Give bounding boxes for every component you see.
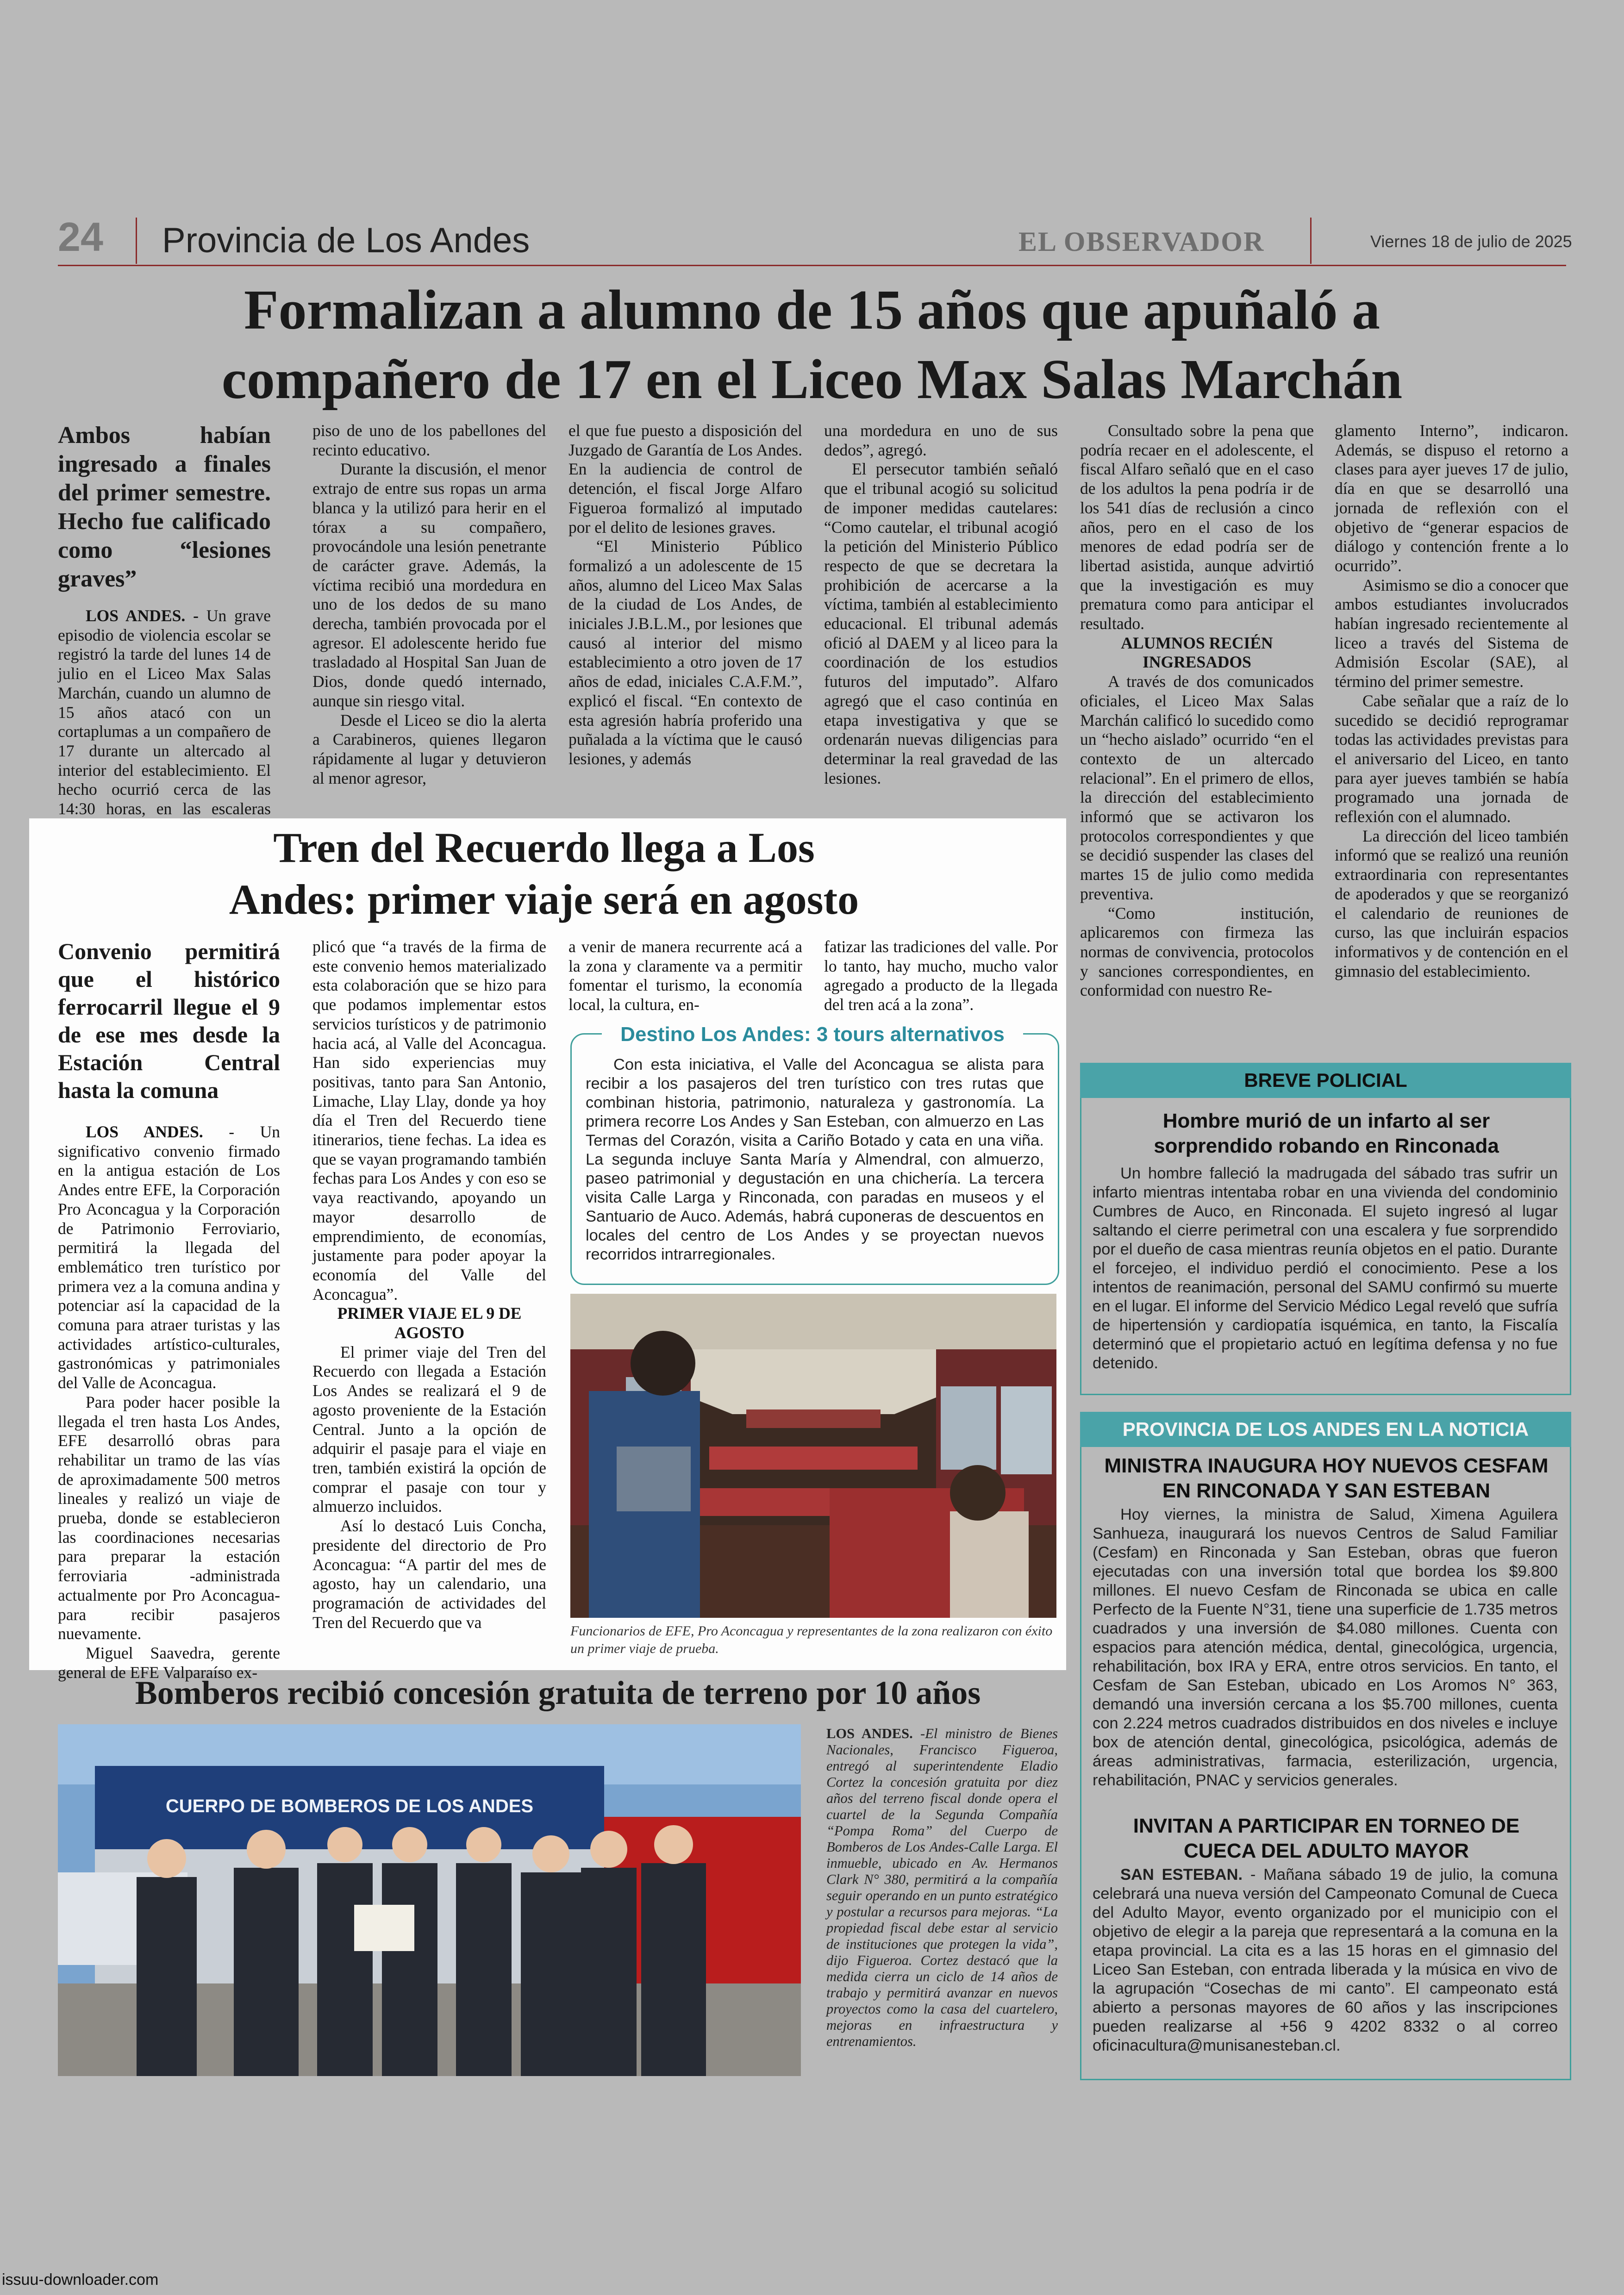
main-headline-line-2: compañero de 17 en el Liceo Max Salas Marchán xyxy=(221,348,1403,411)
article1-paragraph: Desde el Liceo se dio la alerta a Carabineros, quienes llegaron rápidamente al lugar y detuvieron al menor agresor, xyxy=(312,711,546,787)
issue-date: Viernes 18 de julio de 2025 xyxy=(1370,232,1572,251)
train-column-4 xyxy=(824,937,1058,1021)
bomberos-sign-text: CUERPO DE BOMBEROS DE LOS ANDES xyxy=(165,1796,534,1816)
page-number: 24 xyxy=(58,214,103,260)
article1-dateline: LOS ANDES. - xyxy=(86,606,199,625)
section-title: Provincia de Los Andes xyxy=(162,221,530,260)
provincia-label: PROVINCIA DE LOS ANDES EN LA NOTICIA xyxy=(1122,1418,1529,1440)
train-deck: Convenio permitirá que el histórico ferrocarril llegue el 9 de ese mes desde la Estación Central hasta la comuna xyxy=(58,938,280,1103)
train-headline-line-1: Tren del Recuerdo llega a Los xyxy=(273,824,815,871)
main-headline-line-1: Formalizan a alumno de 15 años que apuñaló a xyxy=(244,279,1380,341)
destino-text xyxy=(586,1055,1044,1264)
article1-paragraph: glamento Interno”, indicaron. Además, se dispuso el retorno a clases para ayer jueves 17 de julio, día en que se desarrolló una jornada de reflexión con el objetivo de “generar espacios de diálogo y contención frente a lo ocurrido”. xyxy=(1335,421,1568,575)
article1-paragraph: El persecutor también señaló que el tribunal acogió su solicitud de imponer medidas cautelares: “Como cautelar, el tribunal acogió la petición del Ministerio Público respecto de que se decretara la prohibición de acercarse a la víctima, también al establecimiento educacional. El tribunal además ofició al DAEM y al liceo para la coordinación de los estudios futuros del imputado”. Alfaro agregó que el caso continúa en etapa investigativa y que se ordenarán nuevas diligencias para determinar la real gravedad de las lesiones. xyxy=(824,460,1058,787)
train-interior-image xyxy=(570,1294,1056,1618)
destino-title: Destino Los Andes: 3 tours alternativos xyxy=(602,1021,1023,1048)
cesfam-text xyxy=(1093,1505,1558,1790)
article1-column-2 xyxy=(312,421,546,815)
train-photo-caption: Funcionarios de EFE, Pro Aconcagua y representantes de la zona realizaron con éxito un primer viaje de prueba. xyxy=(570,1623,1053,1656)
article1-paragraph: “Como institución, aplicaremos con firmeza las normas de convivencia, protocolos y sanciones correspondientes, en conformidad con nuestro Re- xyxy=(1080,904,1314,1000)
article1-paragraph: una mordedura en uno de sus dedos”, agregó. xyxy=(824,421,1058,459)
cesfam-paragraph: Hoy viernes, la ministra de Salud, Ximena Aguilera Sanhueza, inaugurará los nuevos Centros de Salud Familiar (Cesfam) en Rinconada y San Esteban, obras que fueron ejecutadas con una inversión total que bordea los $9.800 millones. El nuevo Cesfam de Rinconada se ubica en calle Perfecto de la Fuente N°31, tiene una superficie de 1.735 metros cuadrados y una inversión de $4.080 millones. Cuenta con espacios para atención médica, dental, ginecológica, urgencia, rehabilitación, box IRA y ERA, entre otros servicios. En tanto, el Cesfam de San Esteban, ubicado en Los Aromos N° 363, demandó una inversión cercana a los $5.700 millones, cuenta con 2.224 metros cuadrados distribuidos en dos niveles e incluye box de atención dental, ginecológica, psicológica, además de áreas administrativas, farmacia, esterilización, urgencia, rehabilitación, PNAC y servicios generales. xyxy=(1093,1506,1558,1789)
bomberos-text xyxy=(826,1726,1058,2050)
train-paragraph: Así lo destacó Luis Concha, presidente del directorio de Pro Aconcagua: “A partir del mes de agosto, hay un calendario, una programación de actividades del Tren del Recuerdo que va xyxy=(312,1516,546,1632)
train-headline-line-2: Andes: primer viaje será en agosto xyxy=(229,876,859,923)
article1-column-6 xyxy=(1335,421,1568,1051)
cueca-title: INVITAN A PARTICIPAR EN TORNEO DE CUECA DEL ADULTO MAYOR xyxy=(1133,1815,1520,1862)
article1-column-1 xyxy=(58,421,271,838)
header-divider-2 xyxy=(1310,218,1312,264)
bomberos-body: -El ministro de Bienes Nacionales, Francisco Figueroa, entregó al superintendente Eladio Cortez la concesión gratuita por diez años del terreno fiscal donde opera el cuartel de la Segunda Compañía “Pompa Roma” del Cuerpo de Bomberos de Los Andes-Calle Larga. El inmueble, ubicado en Av. Hermanos Clark N° 380, permitirá a la compañía seguir operando en un punto estratégico y postular a recursos para mejoras. “La propiedad fiscal debe estar al servicio de instituciones que protegen la vida”, dijo Figueroa. Cortez destacó que la medida cierra un ciclo de 14 años de trabajo y permitirá avanzar en nuevos proyectos como la casa del cuartelero, mejoras en infraestructura y entrenamientos. xyxy=(826,1726,1058,2049)
article1-paragraph: Consultado sobre la pena que podría recaer en el adolescente, el fiscal Alfaro señaló que en el caso de los adultos la pena podría ir de los 541 días de reclusión a cinco años, pero en el caso de los menores de edad podría ser de libertad asistida, aunque advirtió que la investigación es muy prematura como para anticipar el resultado. xyxy=(1080,421,1314,633)
breve-policial-text xyxy=(1093,1164,1558,1373)
watermark-text: issuu-downloader.com xyxy=(2,2271,159,2289)
train-paragraph: a venir de manera recurrente acá a la zona y claramente va a permitir fomentar el turismo, la economía local, la cultura, en- xyxy=(568,937,802,1014)
article1-paragraph: “El Ministerio Público formalizó a un adolescente de 15 años, alumno del Liceo Max Salas de la ciudad de Los Andes, de iniciales J.B.L.M., por lesiones que causó al interior del mismo establecimiento a otro joven de 17 años de edad, iniciales C.A.F.M.”, explicó el fiscal. “En contexto de esta agresión habría proferido una puñalada a la víctima que le causó lesiones, y además xyxy=(568,537,802,768)
train-interior-photo xyxy=(570,1294,1056,1618)
train-column-1 xyxy=(58,937,280,1682)
cueca-dateline: SAN ESTEBAN. xyxy=(1120,1866,1243,1883)
header-rule xyxy=(58,265,1566,266)
train-column-3 xyxy=(568,937,802,1021)
train-paragraph: Para poder hacer posible la llegada el tren hasta Los Andes, EFE desarrolló obras para rehabilitar un tramo de las vías de aproximadamente 500 metros lineales y realizó un viaje de prueba, donde se establecieron las coordinaciones necesarias para preparar la estación ferroviaria -administrada actualmente por Pro Aconcagua- para recibir pasajeros nuevamente. xyxy=(58,1392,280,1643)
train-paragraph: plicó que “a través de la firma de este convenio hemos materializado esta colaboración que se hizo para que podamos implementar estos servicios turísticos y de patrimonio hacia acá, al Valle del Aconcagua. Han sido experiencias muy positivas, tanto para San Antonio, Limache, Llay Llay, donde ya hoy día el Tren del Recuerdo tiene itinerarios, tiene fechas. La idea es que se vayan programando también fechas para Los Andes y con eso se vaya reactivando, apoyando un mayor desarrollo de emprendimiento, de economías, justamente para poder apoyar la economía del Valle del Aconcagua”. xyxy=(312,937,546,1303)
train-paragraph: fatizar las tradiciones del valle. Por lo tanto, hay mucho, mucho valor agregado a producto de la llegada del tren acá a la zona”. xyxy=(824,937,1058,1014)
article1-paragraph: el que fue puesto a disposición del Juzgado de Garantía de Los Andes. En la audiencia de control de detención, el fiscal Jorge Alfaro Figueroa formalizó al imputado por el delito de lesiones graves. xyxy=(568,421,802,536)
article1-text: Un grave episodio de violencia escolar se registró la tarde del lunes 14 de julio en el Liceo Max Salas Marchán, cuando un alumno de 15 años atacó con un cortaplumas a un compañero de 17 durante un altercado al interior del establecimiento. El hecho ocurrió cerca de las 14:30 horas, en las escaleras xyxy=(58,606,271,818)
article1-paragraph: La dirección del liceo también informó que se realizó una reunión extraordinaria con representantes de apoderados y que se reorganizó el calendario de reuniones de curso, las que incluirán espacios informativos y de contención en el gimnasio del establecimiento. xyxy=(1335,826,1568,980)
header-divider xyxy=(136,218,137,264)
train-paragraph xyxy=(58,1123,280,1393)
train-column-2 xyxy=(312,937,546,1669)
breve-paragraph: Un hombre falleció la madrugada del sábado tras sufrir un infarto mientras intentaba robar en una vivienda del condominio Cumbres de Auco, en Rinconada. El sujeto ingresó al lugar saltando el cierre perimetral con una escalera y fue sorprendido por el dueño de casa mientras reunía objetos en el patio. Durante el forcejeo, el individuo perdió el conocimiento. Pese a los intentos de reanimación, personal del SAMU confirmó su muerte en el lugar. El informe del Servicio Médico Legal reveló que sufría de hipertensión y cardiopatía isquémica, en tanto, la Fiscalía determinó que el propietario actuó en legítima defensa y no fue detenido. xyxy=(1093,1165,1558,1372)
newspaper-name: EL OBSERVADOR xyxy=(1018,226,1265,257)
train-text: - Un significativo convenio firmado en la antigua estación de Los Andes entre EFE, la Corporación Pro Aconcagua y la Corporación de Patrimonio Ferroviario, permitirá la llegada del emblemático tren turístico por primera vez a la comuna andina y potenciar así la capacidad de la comuna para atraer turistas y las actividades artístico-culturales, gastronómicas y patrimoniales del Valle de Aconcagua. xyxy=(58,1123,280,1392)
bomberos-paragraph xyxy=(826,1726,1058,2050)
bomberos-image xyxy=(58,1724,801,2076)
article1-paragraph: Asimismo se dio a conocer que ambos estudiantes involucrados habían ingresado recientemente al liceo a través del Sistema de Admisión Escolar (SAE), al término del primer semestre. xyxy=(1335,575,1568,691)
article1-column-4 xyxy=(824,421,1058,815)
train-paragraph: El primer viaje del Tren del Recuerdo con llegada a Estación Los Andes se realizará el 9 de agosto proveniente de la Estación Central. Junto a la opción de adquirir el pasaje para el viaje en tren, también existirá la opción de comprar el pasaje con tour y almuerzo incluidos. xyxy=(312,1342,546,1516)
cueca-body: - Mañana sábado 19 de julio, la comuna celebrará una nueva versión del Campeonato Comunal de Cueca del Adulto Mayor, evento organizado por el municipio con el objetivo de elegir a la pareja que representará a la comuna en la etapa provincial. La cita es a las 15 horas en el gimnasio del Liceo San Esteban, con entrada liberada y la música en vivo de la agrupación “Cosechas de mi canto”. El campeonato está abierto a personas mayores de 60 años y las inscripciones pueden realizarse al +56 9 4202 8332 o al correo oficinacultura@munisanesteban.cl. xyxy=(1093,1866,1558,2054)
article1-paragraph: Durante la discusión, el menor extrajo de entre sus ropas un arma blanca y la utilizó para herir en el tórax a su compañero, provocándole una lesión penetrante de carácter grave. Además, la víctima recibió una mordedura en uno de los dedos de su mano derecha, también provocada por el agresor. El adolescente herido fue trasladado al Hospital San Juan de Dios, donde quedó internado, aunque sin riesgo vital. xyxy=(312,460,546,710)
article1-subheading: ALUMNOS RECIÉN INGRESADOS xyxy=(1121,633,1273,672)
breve-policial-label: BREVE POLICIAL xyxy=(1244,1069,1407,1091)
bomberos-dateline: LOS ANDES. xyxy=(826,1726,913,1741)
destino-paragraph: Con esta iniciativa, el Valle del Aconcagua se alista para recibir a los pasajeros del tren turístico con tres rutas que combinan historia, patrimonio, naturaleza y gastronomía. La primera recorre Los Andes y San Esteban, con almuerzo en Las Termas del Corazón, visita a Cariño Botado y cata en una viña. La segunda incluye Santa María y Almendral, con almuerzo, paseo patrimonial y degustación en una chichería. La tercera visita Calle Larga y Rinconada, con paradas en museos y el Santuario de Auco. Además, habrá cuponeras de descuentos en locales del centro de Los Andes y se proyectan nuevos recorridos intrarregionales. xyxy=(586,1056,1044,1263)
cueca-paragraph xyxy=(1093,1865,1558,2055)
cueca-text xyxy=(1093,1865,1558,2055)
article1-deck: Ambos habían ingresado a finales del primer semestre. Hecho fue calificado como “lesiones graves” xyxy=(58,422,271,592)
train-headline xyxy=(46,822,1042,925)
article1-paragraph xyxy=(58,606,271,838)
train-subheading: PRIMER VIAJE EL 9 DE AGOSTO xyxy=(337,1304,522,1342)
article1-paragraph: piso de uno de los pabellones del recinto educativo. xyxy=(312,421,546,459)
main-headline xyxy=(93,275,1531,414)
article1-paragraph: A través de dos comunicados oficiales, el Liceo Max Salas Marchán calificó lo sucedido como un “hecho aislado” ocurrido “en el contexto de un altercado relacional”. En el primero de ellos, la dirección del establecimiento informó que se activaron los protocolos correspondientes y que se decidió suspender las clases del martes 15 de julio como medida preventiva. xyxy=(1080,672,1314,903)
article1-column-3 xyxy=(568,421,802,815)
train-paragraph: Miguel Saavedra, gerente general de EFE Valparaíso ex- xyxy=(58,1643,280,1682)
article1-paragraph: Cabe señalar que a raíz de lo sucedido se decidió reprogramar todas las actividades previstas para el aniversario del Liceo, en tanto para ayer jueves también se había programado una jornada de reflexión con el alumnado. xyxy=(1335,691,1568,826)
bomberos-headline: Bomberos recibió concesión gratuita de terreno por 10 años xyxy=(135,1674,981,1711)
train-dateline: LOS ANDES. xyxy=(86,1123,203,1141)
article1-column-5 xyxy=(1080,421,1314,1051)
breve-policial-title: Hombre murió de un infarto al ser sorprendido robando en Rinconada xyxy=(1154,1110,1499,1157)
cesfam-title: MINISTRA INAUGURA HOY NUEVOS CESFAM EN RINCONADA Y SAN ESTEBAN xyxy=(1104,1454,1549,1502)
bomberos-photo xyxy=(58,1724,801,2076)
